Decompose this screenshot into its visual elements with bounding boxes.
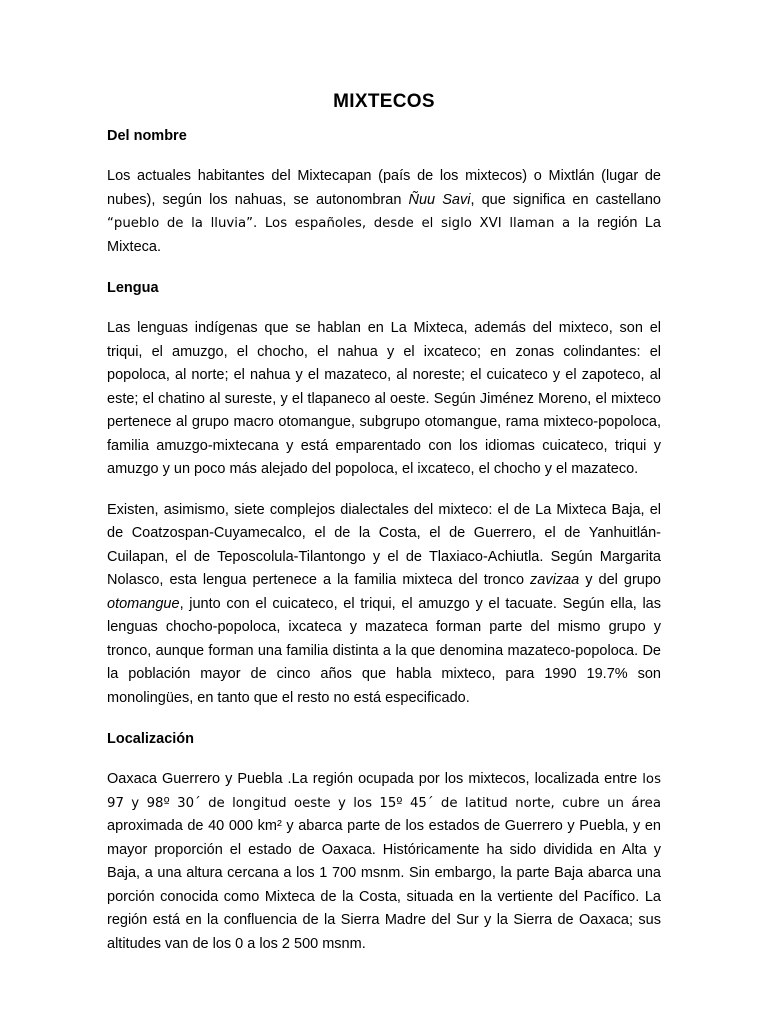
- text-run-alt-font: “pueblo de la lluvia”. Los españoles, desde el siglo XVI llaman a la: [107, 216, 590, 231]
- text-run: , junto con el cuicateco, el triqui, el amuzgo y el tacuate. Según ella, las lenguas chocho-popoloca, ixcateca y mazateca forman parte del mismo grupo y tronco, aunque forman una familia distinta a la que denomina mazateco-popoloca. De la población mayor de cinco años que habla mixteco, para 1990 19.7% son monolingües, en tanto que el resto no está especificado.: [107, 595, 661, 706]
- text-run: y del grupo: [579, 572, 662, 588]
- document-title: MIXTECOS: [333, 91, 435, 112]
- text-run: , que significa en castellano: [470, 191, 661, 208]
- section-heading-nombre: Del nombre: [107, 128, 187, 144]
- paragraph-lengua-1: Las lenguas indígenas que se hablan en La Mixteca, además del mixteco, son el triqui, el amuzgo, el chocho, el nahua y el ixcateco; en zonas colindantes: el popoloca, al norte; el nahua y el mazateco, al noreste; el cuicateco y el zapoteco, al este; el chatino al sureste, y el tlapaneco al oeste. Según Jiménez Moreno, el mixteco pertenece al grupo macro otomangue, subgrupo otomangue, rama mixteco-popoloca, familia amuzgo-mixtecana y está emparentado con los idiomas cuicateco, triqui y amuzgo y un poco más alejado del popoloca, el ixcateco, el chocho y el mazateco.: [107, 320, 661, 477]
- section-heading-lengua: Lengua: [107, 280, 159, 296]
- text-run: Existen, asimismo, siete complejos dialectales del mixteco: el de La Mixteca Baja, el de Coatzospan-Cuyamecalco, el de la Costa, el de Guerrero, el de Yanhuitlán-Cuilapan, el de Teposcolula-Tilantongo y el de Tlaxiaco-Achiutla. Según Margarita Nolasco, esta lengua pertenece a la familia mixteca del tronco: [107, 501, 661, 588]
- text-run: Oaxaca Guerrero y Puebla .La región ocupada por los mixtecos, localizada entre: [107, 771, 643, 787]
- italic-term: otomangue: [107, 595, 180, 612]
- section-heading-localizacion: Localización: [107, 731, 195, 747]
- text-run: región La Mixteca.: [107, 215, 661, 255]
- text-run-alt-font: los 97 y 98º 30´ de longitud oeste y los 15º 45´ de latitud norte, cubre un área: [107, 772, 661, 811]
- document-page: [107, 88, 661, 973]
- italic-term: zavizaa: [530, 572, 580, 588]
- italic-term: Ñuu Savi: [408, 191, 471, 208]
- text-run: aproximada de 40 000 km² y abarca parte de los estados de Guerrero y Puebla, y en mayor proporción el estado de Oaxaca. Históricamente ha sido dividida en Alta y Baja, a una altura cercana a los 1 700 msnm. Sin embargo, la parte Baja abarca una porción conocida como Mixteca de la Costa, situada en la vertiente del Pacífico. La región está en la confluencia de la Sierra Madre del Sur y la Sierra de Oaxaca; sus altitudes van de los 0 a los 2 500 msnm.: [107, 818, 661, 952]
- text-run: Los actuales habitantes del Mixtecapan (país de los mixtecos) o Mixtlán (lugar de nubes), según los nahuas, se autonombran: [107, 168, 661, 208]
- paragraph-lengua-2: [107, 499, 661, 711]
- paragraph-nombre: [107, 165, 661, 259]
- paragraph-localizacion: [107, 768, 661, 956]
